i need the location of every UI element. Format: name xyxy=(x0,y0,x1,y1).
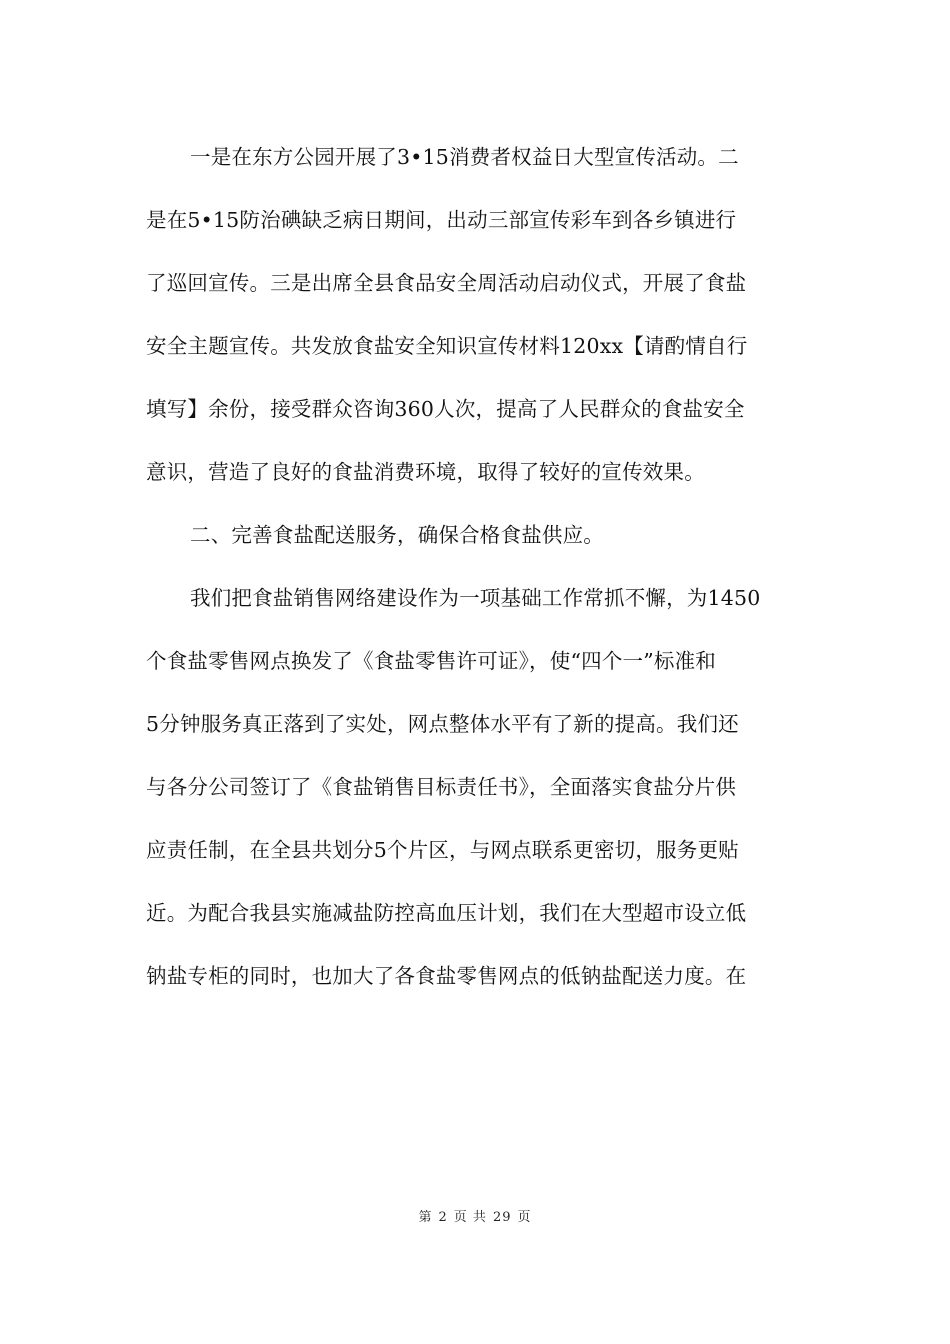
page-total: 29 xyxy=(492,1210,512,1225)
text-line: 应责任制，在全县共划分5个片区，与网点联系更密切，服务更贴 xyxy=(146,838,739,862)
text-line: 了巡回宣传。三是出席全县食品安全周活动启动仪式，开展了食盐 xyxy=(146,271,747,295)
text-line: 我们把食盐销售网络建设作为一项基础工作常抓不懈，为1450 xyxy=(190,586,761,610)
text-line: 与各分公司签订了《食盐销售目标责任书》，全面落实食盐分片供 xyxy=(146,775,737,799)
text-line: 一是在东方公园开展了3•15消费者权益日大型宣传活动。二 xyxy=(190,145,739,169)
footer-middle: 页 共 xyxy=(453,1210,487,1225)
page-number: 2 xyxy=(438,1210,448,1225)
text-line: 安全主题宣传。共发放食盐安全知识宣传材料120xx【请酌情自行 xyxy=(146,334,748,358)
text-line: 钠盐专柜的同时，也加大了各食盐零售网点的低钠盐配送力度。在 xyxy=(146,964,747,988)
text-line: 近。为配合我县实施减盐防控高血压计划，我们在大型超市设立低 xyxy=(146,901,747,925)
footer-suffix: 页 xyxy=(517,1210,532,1225)
text-line: 个食盐零售网点换发了《食盐零售许可证》，使“四个一”标准和 xyxy=(146,649,717,673)
text-line: 5分钟服务真正落到了实处，网点整体水平有了新的提高。我们还 xyxy=(146,712,739,736)
text-line: 填写】余份，接受群众咨询360人次，提高了人民群众的食盐安全 xyxy=(146,397,745,421)
page-footer xyxy=(0,1206,950,1225)
document-body xyxy=(146,126,810,1008)
text-line: 意识，营造了良好的食盐消费环境，取得了较好的宣传效果。 xyxy=(146,460,705,484)
section-heading: 二、完善食盐配送服务，确保合格食盐供应。 xyxy=(190,523,604,547)
footer-prefix: 第 xyxy=(418,1210,433,1225)
text-line: 是在5•15防治碘缺乏病日期间，出动三部宣传彩车到各乡镇进行 xyxy=(146,208,737,232)
